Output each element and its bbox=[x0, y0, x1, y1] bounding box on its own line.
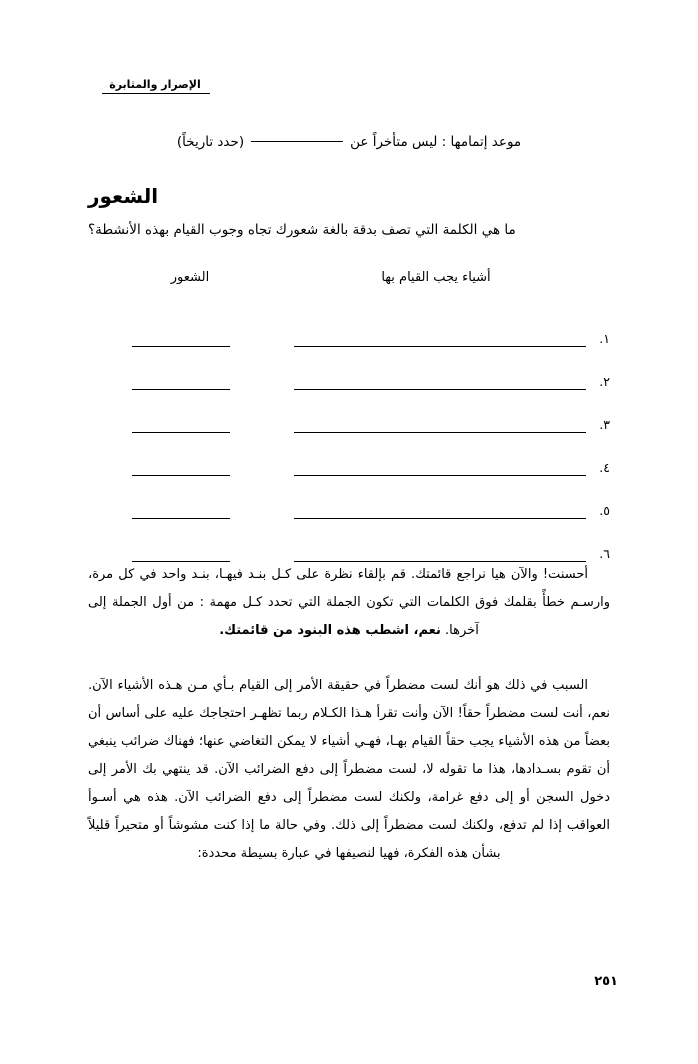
running-header-text: الإصرار والمثابرة bbox=[109, 78, 201, 91]
running-header bbox=[90, 78, 220, 94]
task-blank-field[interactable] bbox=[294, 375, 586, 390]
deadline-line bbox=[88, 131, 610, 153]
task-blank-field[interactable] bbox=[294, 547, 586, 562]
row-number: ٤. bbox=[599, 460, 610, 475]
paragraph-1-emphasis: نعم، اشطب هذه البنود من قائمتك. bbox=[219, 623, 441, 638]
page-number: ٢٥١ bbox=[594, 974, 618, 989]
row-number: ١. bbox=[599, 331, 610, 346]
running-header-rule bbox=[102, 93, 210, 94]
deadline-blank-field[interactable] bbox=[251, 141, 343, 142]
feeling-blank-field[interactable] bbox=[132, 504, 230, 519]
body-paragraph-2: السبب في ذلك هو أنك لست مضطراً في حقيقة الأمر إلى القيام بـأي مـن هـذه الأشياء الآن. نعم، أنت لست مضطراً حقاً! الآن وأنت تقرأ هـذا الكـلام ربما تظهـر احتجاجك عليه على أساس أن بعضاً من هذه الأشياء يجب حقاً القيام بهـا، فهـي أشياء لا يمكن التغاضي عنها؛ فهناك ضرائب ينبغي أن تقوم بسـدادها، هذا ما تقوله لا، لست مضطراً إلى دفع الضرائب الآن. قد ينتهي بك الأمر إلى دخول السجن أو إلى دفع غرامة، ولكنك لست مضطراً إلى دفع الضرائب الآن. هذه هي أسـوأ العواقب إذا لم تدفع، ولكنك لست مضطراً إلى ذلك. وفي حالة ما إذا كنت مشوشاً أو متحيراً قليلاً بشأن هذه الفكرة، فهيا لنصيفها في عبارة بسيطة محددة: bbox=[88, 678, 610, 861]
table-row bbox=[88, 390, 610, 433]
row-number: ٢. bbox=[599, 374, 610, 389]
task-blank-field[interactable] bbox=[294, 332, 586, 347]
table-row bbox=[88, 304, 610, 347]
row-number: ٥. bbox=[599, 503, 610, 518]
column-header-tasks: أشياء يجب القيام بها bbox=[381, 270, 491, 285]
paragraph-1-lead: أحسنت! والآن هيا نراجع قائمتك. قم بإلقاء نظرة على كـل بنـد فيهـا، بنـد واحد في كل مرة، وارسـم خطأً بقلمك فوق الكلمات التي تكون الجملة التي تحدد كـل مهمة : من أول الجملة إلى آخرها. bbox=[88, 567, 610, 638]
section-heading: الشعور bbox=[88, 184, 159, 208]
table-row bbox=[88, 347, 610, 390]
column-header-feeling: الشعور bbox=[170, 270, 210, 285]
table-row bbox=[88, 433, 610, 476]
table-row bbox=[88, 519, 610, 562]
task-blank-field[interactable] bbox=[294, 504, 586, 519]
body-paragraph-2-block bbox=[88, 672, 610, 868]
feeling-blank-field[interactable] bbox=[132, 332, 230, 347]
deadline-label: موعد إتمامها : ليس متأخراً عن bbox=[350, 134, 522, 150]
body-paragraph-1-block bbox=[88, 561, 610, 645]
row-number: ٦. bbox=[599, 546, 610, 561]
deadline-hint: (حدد تاريخاً) bbox=[176, 134, 245, 150]
task-blank-field[interactable] bbox=[294, 461, 586, 476]
feeling-blank-field[interactable] bbox=[132, 375, 230, 390]
section-question: ما هي الكلمة التي تصف بدقة بالغة شعورك تجاه وجوب القيام بهذه الأنشطة؟ bbox=[88, 222, 516, 238]
table-row bbox=[88, 476, 610, 519]
feeling-blank-field[interactable] bbox=[132, 461, 230, 476]
body-paragraph-1 bbox=[88, 561, 610, 645]
feeling-blank-field[interactable] bbox=[132, 547, 230, 562]
task-blank-field[interactable] bbox=[294, 418, 586, 433]
feeling-blank-field[interactable] bbox=[132, 418, 230, 433]
row-number: ٣. bbox=[599, 417, 610, 432]
worksheet-table bbox=[88, 268, 610, 562]
worksheet-header-row bbox=[88, 268, 610, 288]
